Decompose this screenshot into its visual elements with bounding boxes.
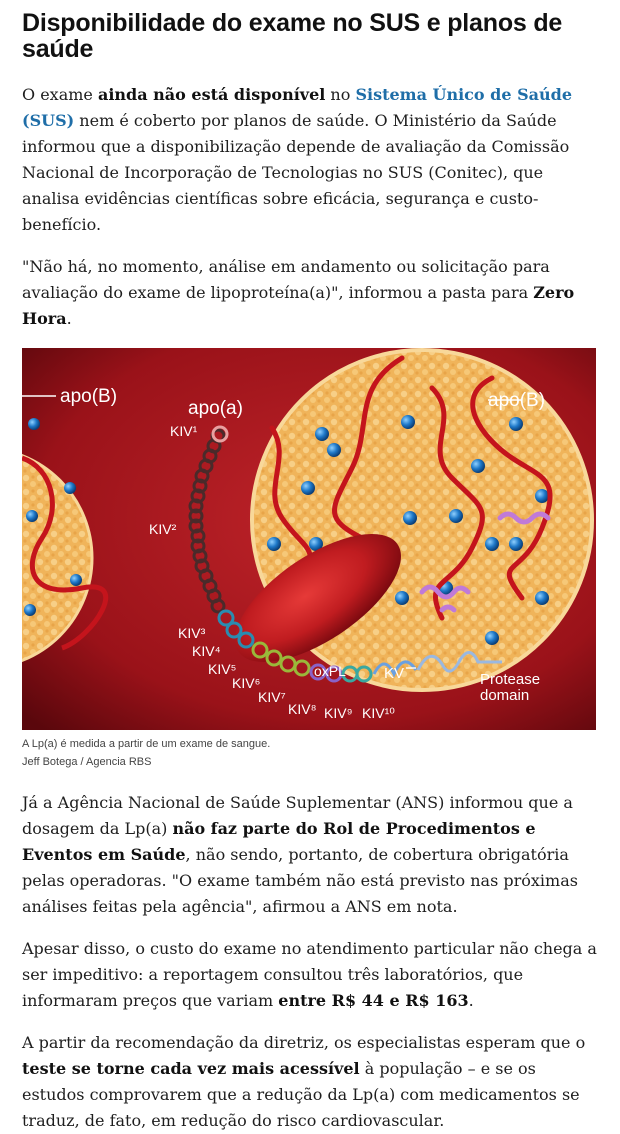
paragraph-recommendation: A partir da recomendação da diretriz, os especialistas esperam que o teste se torne cada vez mais acessível à população – e se os estudos comprovarem que a redução da Lp(a) com medicamentos se traduz, de fato, em redução do risco cardiovascular.: [22, 1033, 586, 1130]
label-kiv4: KIV⁴: [192, 643, 221, 659]
label-kiv5: KIV⁵: [208, 661, 237, 677]
label-kiv1: KIV¹: [170, 423, 198, 439]
label-kiv6: KIV⁶: [232, 675, 261, 691]
label-kiv8: KIV⁸: [288, 701, 317, 717]
figure-caption: A Lp(a) é medida a partir de um exame de sangue.: [22, 738, 271, 750]
article-body: [0, 10, 620, 1134]
lpa-illustration: [22, 348, 596, 730]
label-domain: domain: [480, 687, 530, 704]
paragraph-ans: Já a Agência Nacional de Saúde Suplementar (ANS) informou que a dosagem da Lp(a) não faz parte do Rol de Procedimentos e Eventos em Saúde, não sendo, portanto, de cobertura obrigatória pelas operadoras. "O exame também não está previsto nas próximas análises feitas pela agência", afirmou a ANS em nota.: [22, 793, 578, 916]
label-kiv10: KIV¹⁰: [362, 705, 395, 721]
label-kiv2: KIV²: [149, 521, 177, 537]
paragraph-availability: O exame ainda não está disponível no Sistema Único de Saúde (SUS) nem é coberto por planos de saúde. O Ministério da Saúde informou que a disponibilização depende de avaliação da Comissão Nacional de Incorporação de Tecnologias no SUS (Conitec), que analisa evidências científicas sobre eficácia, segurança e custo-benefício.: [22, 85, 573, 234]
label-protease: Protease: [480, 671, 541, 688]
label-apo-b-left: apo(B): [60, 386, 118, 407]
label-apo-a: apo(a): [188, 398, 243, 419]
bold-price-range: entre R$ 44 e R$ 163: [278, 991, 469, 1010]
bold-not-available: ainda não está disponível: [97, 85, 326, 104]
bold-accessible: teste se torne cada vez mais acessível: [22, 1059, 360, 1078]
label-oxpl: oxPL: [314, 663, 346, 679]
label-kiv9: KIV⁹: [324, 705, 353, 721]
bold-rol: não faz parte do Rol de Procedimentos e Eventos em Saúde: [22, 819, 536, 864]
label-kiv7: KIV⁷: [258, 689, 286, 705]
label-apo-b-right: apo(B): [488, 390, 546, 411]
paragraph-cost: Apesar disso, o custo do exame no atendimento particular não chega a ser impeditivo: a reportagem consultou três laboratórios, que informaram preços que variam entre R$ 44 e R$ 163.: [22, 939, 597, 1010]
label-kiv3: KIV³: [178, 625, 206, 641]
figure-credit: Jeff Botega / Agencia RBS: [22, 756, 152, 768]
section-heading: Disponibilidade do exame no SUS e planos de saúde: [22, 9, 563, 63]
sus-link[interactable]: Sistema Único de Saúde (SUS): [22, 85, 573, 130]
lpa-figure: [22, 348, 598, 770]
bold-zero-hora: Zero Hora: [22, 283, 575, 328]
paragraph-quote-ministry: "Não há, no momento, análise em andamento ou solicitação para avaliação do exame de lipoproteína(a)", informou a pasta para Zero Hora.: [22, 257, 575, 328]
label-kv: KV: [384, 665, 405, 682]
